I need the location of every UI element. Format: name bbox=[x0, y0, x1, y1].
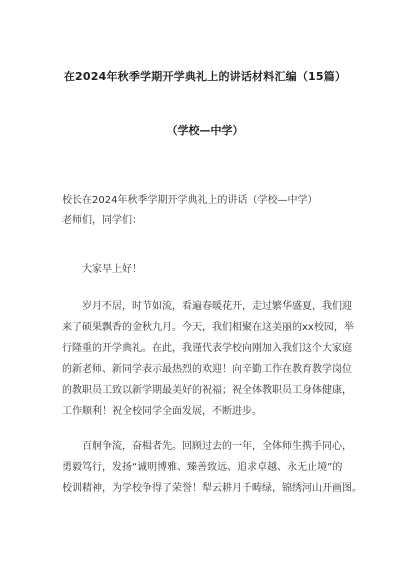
greeting: 大家早上好！ bbox=[82, 264, 142, 275]
document-title: 在2024年秋季学期开学典礼上的讲话材料汇编（15篇） bbox=[63, 70, 347, 83]
speech-heading: 校长在2024年秋季学期开学典礼上的讲话（学校—中学） bbox=[62, 195, 318, 206]
document-subtitle: （学校—中学） bbox=[166, 124, 244, 137]
paragraph-1-line: 来了硕果飘香的金秋九月。今天，我们相聚在这美丽的xx校园，举 bbox=[62, 322, 354, 333]
paragraph-1-line: 的教职员工致以新学期最美好的祝福；祝全体教职员工身体健康， bbox=[62, 385, 352, 396]
salutation: 老师们，同学们： bbox=[62, 215, 142, 226]
paragraph-1-line: 工作顺利！祝全校同学全面发展，不断进步。 bbox=[62, 406, 262, 417]
paragraph-1-line: 行隆重的开学典礼。在此，我谨代表学校向刚加入我们这个大家庭 bbox=[62, 343, 352, 354]
paragraph-2-line: 勇毅笃行，发扬“诚明博雅、臻善致远、追求卓越、永无止境”的 bbox=[62, 462, 343, 473]
paragraph-1-line: 岁月不居，时节如流，看遍春暖花开，走过繁华盛夏，我们迎 bbox=[82, 301, 352, 312]
paragraph-2-line: 百舸争流，奋楫者先。回顾过去的一年，全体师生携手同心， bbox=[82, 441, 352, 452]
paragraph-1-line: 的新老师、新同学表示最热烈的欢迎！向辛勤工作在教育教学岗位 bbox=[62, 364, 352, 375]
paragraph-2-line: 校训精神，为学校争得了荣誉！犁云耕月千畴绿，锦绣河山开画图。 bbox=[62, 483, 362, 494]
